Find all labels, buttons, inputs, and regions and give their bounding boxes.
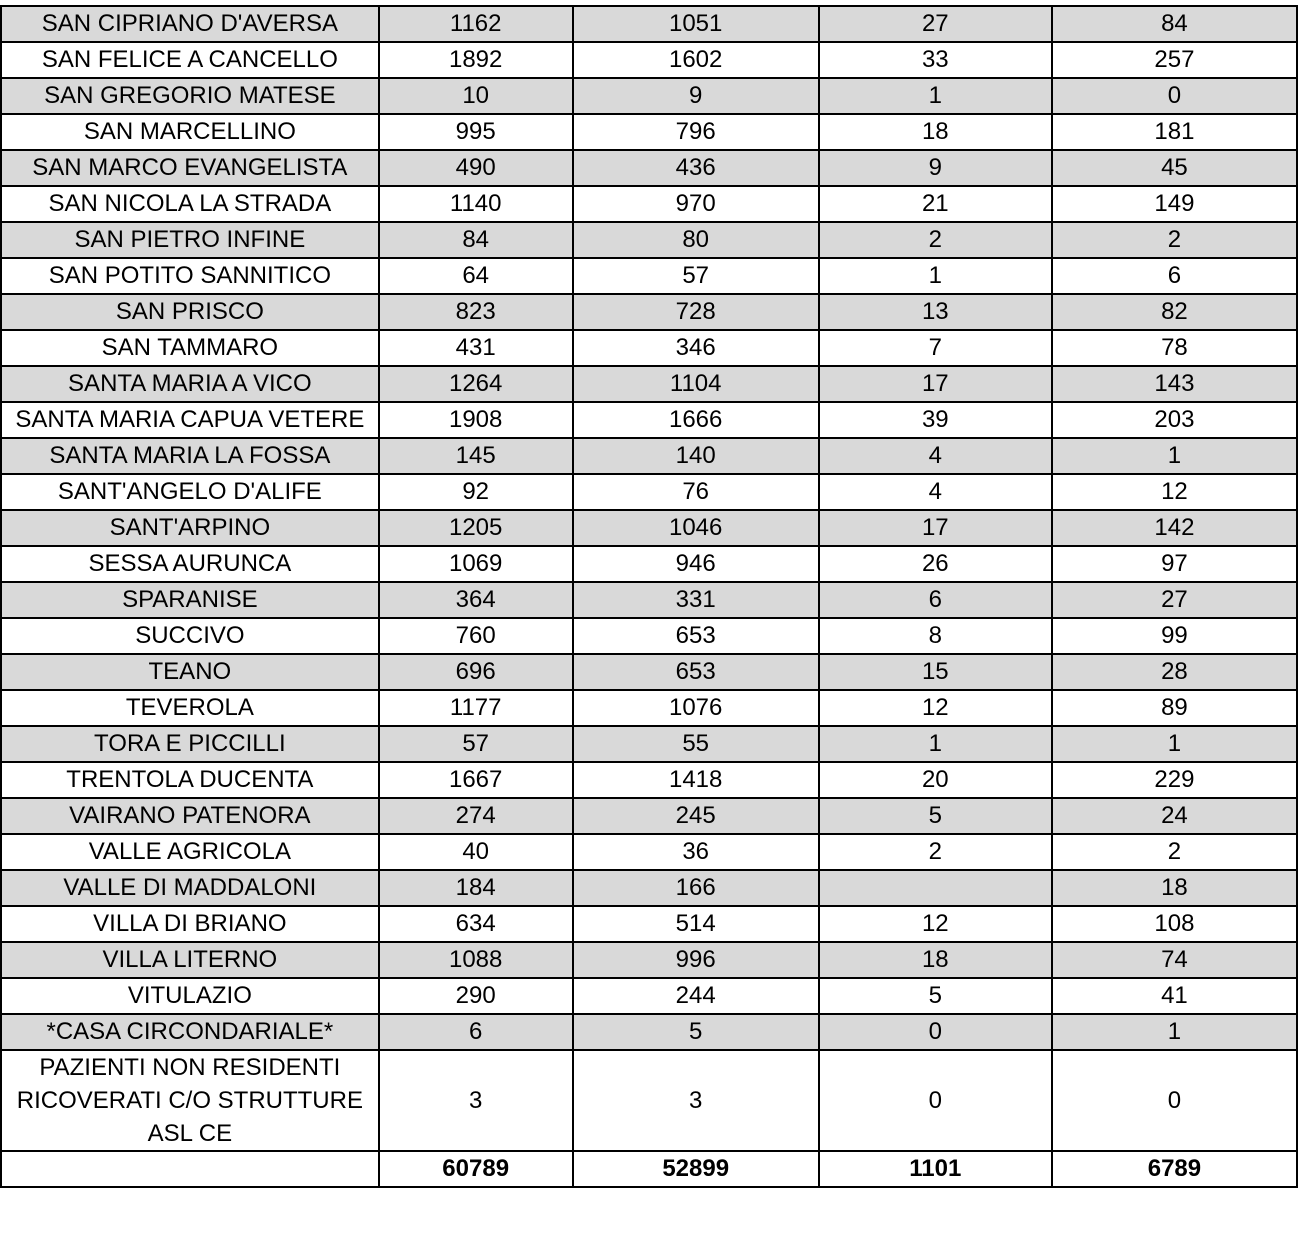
- table-row: [1, 582, 1297, 618]
- value-cell: 1908: [379, 402, 573, 438]
- municipality-cell: SESSA AURUNCA: [1, 546, 379, 582]
- table-row: [1, 150, 1297, 186]
- value-cell: 4: [819, 474, 1052, 510]
- value-cell: 143: [1052, 366, 1297, 402]
- table-row: [1, 798, 1297, 834]
- municipality-cell: TRENTOLA DUCENTA: [1, 762, 379, 798]
- totals-label-cell: [1, 1151, 379, 1187]
- value-cell: 514: [573, 906, 819, 942]
- table-row: [1, 258, 1297, 294]
- value-cell: 0: [819, 1050, 1052, 1151]
- table-row: [1, 366, 1297, 402]
- value-cell: 290: [379, 978, 573, 1014]
- value-cell: 10: [379, 78, 573, 114]
- municipality-cell: SAN POTITO SANNITICO: [1, 258, 379, 294]
- value-cell: 760: [379, 618, 573, 654]
- value-cell: 26: [819, 546, 1052, 582]
- value-cell: 3: [573, 1050, 819, 1151]
- table-row: [1, 1050, 1297, 1151]
- value-cell: 431: [379, 330, 573, 366]
- municipality-cell: VILLA LITERNO: [1, 942, 379, 978]
- table-row: [1, 42, 1297, 78]
- value-cell: 1418: [573, 762, 819, 798]
- value-cell: 18: [819, 114, 1052, 150]
- value-cell: 21: [819, 186, 1052, 222]
- table-row: [1, 618, 1297, 654]
- value-cell: 1088: [379, 942, 573, 978]
- value-cell: 84: [1052, 6, 1297, 42]
- municipality-cell: SANT'ANGELO D'ALIFE: [1, 474, 379, 510]
- municipality-cell: VAIRANO PATENORA: [1, 798, 379, 834]
- value-cell: 1051: [573, 6, 819, 42]
- table-row: [1, 870, 1297, 906]
- value-cell: 74: [1052, 942, 1297, 978]
- value-cell: 229: [1052, 762, 1297, 798]
- total-cell: 52899: [573, 1151, 819, 1187]
- value-cell: 1: [819, 78, 1052, 114]
- value-cell: 7: [819, 330, 1052, 366]
- value-cell: 1: [819, 726, 1052, 762]
- value-cell: 346: [573, 330, 819, 366]
- value-cell: 140: [573, 438, 819, 474]
- table-row: [1, 6, 1297, 42]
- value-cell: 5: [819, 798, 1052, 834]
- table-row: [1, 690, 1297, 726]
- value-cell: 6: [819, 582, 1052, 618]
- table-row: [1, 1014, 1297, 1050]
- value-cell: 1177: [379, 690, 573, 726]
- value-cell: 99: [1052, 618, 1297, 654]
- municipality-cell: SAN TAMMARO: [1, 330, 379, 366]
- data-table: [0, 5, 1298, 1188]
- value-cell: 1892: [379, 42, 573, 78]
- municipality-cell: SAN PIETRO INFINE: [1, 222, 379, 258]
- value-cell: 64: [379, 258, 573, 294]
- value-cell: 203: [1052, 402, 1297, 438]
- value-cell: 1076: [573, 690, 819, 726]
- value-cell: 13: [819, 294, 1052, 330]
- value-cell: 823: [379, 294, 573, 330]
- value-cell: 27: [1052, 582, 1297, 618]
- value-cell: 1046: [573, 510, 819, 546]
- table-row: [1, 186, 1297, 222]
- value-cell: 41: [1052, 978, 1297, 1014]
- table-row: [1, 510, 1297, 546]
- value-cell: 20: [819, 762, 1052, 798]
- total-cell: 60789: [379, 1151, 573, 1187]
- value-cell: 27: [819, 6, 1052, 42]
- value-cell: 57: [379, 726, 573, 762]
- municipality-cell: SAN MARCELLINO: [1, 114, 379, 150]
- municipality-cell: TORA E PICCILLI: [1, 726, 379, 762]
- municipality-cell: VALLE DI MADDALONI: [1, 870, 379, 906]
- value-cell: 9: [819, 150, 1052, 186]
- value-cell: 149: [1052, 186, 1297, 222]
- municipality-cell: SANTA MARIA LA FOSSA: [1, 438, 379, 474]
- value-cell: 490: [379, 150, 573, 186]
- municipality-cell: SPARANISE: [1, 582, 379, 618]
- municipality-cell: TEVEROLA: [1, 690, 379, 726]
- municipality-cell: SAN CIPRIANO D'AVERSA: [1, 6, 379, 42]
- value-cell: 4: [819, 438, 1052, 474]
- municipality-cell: VILLA DI BRIANO: [1, 906, 379, 942]
- value-cell: 331: [573, 582, 819, 618]
- table-row: [1, 222, 1297, 258]
- value-cell: 2: [819, 222, 1052, 258]
- value-cell: 28: [1052, 654, 1297, 690]
- value-cell: 57: [573, 258, 819, 294]
- value-cell: 12: [819, 906, 1052, 942]
- municipality-cell: SANTA MARIA CAPUA VETERE: [1, 402, 379, 438]
- table-body: [1, 6, 1297, 1187]
- total-cell: 1101: [819, 1151, 1052, 1187]
- value-cell: 84: [379, 222, 573, 258]
- value-cell: 181: [1052, 114, 1297, 150]
- value-cell: 76: [573, 474, 819, 510]
- value-cell: 0: [819, 1014, 1052, 1050]
- value-cell: 1162: [379, 6, 573, 42]
- municipality-cell: *CASA CIRCONDARIALE*: [1, 1014, 379, 1050]
- value-cell: 970: [573, 186, 819, 222]
- value-cell: 24: [1052, 798, 1297, 834]
- value-cell: 2: [1052, 834, 1297, 870]
- municipality-cell: SUCCIVO: [1, 618, 379, 654]
- value-cell: 5: [819, 978, 1052, 1014]
- value-cell: 1: [1052, 438, 1297, 474]
- value-cell: 244: [573, 978, 819, 1014]
- value-cell: 1: [819, 258, 1052, 294]
- table-row: [1, 942, 1297, 978]
- municipality-cell: SAN GREGORIO MATESE: [1, 78, 379, 114]
- value-cell: 995: [379, 114, 573, 150]
- value-cell: 1069: [379, 546, 573, 582]
- total-cell: 6789: [1052, 1151, 1297, 1187]
- value-cell: 634: [379, 906, 573, 942]
- table-row: [1, 78, 1297, 114]
- value-cell: 78: [1052, 330, 1297, 366]
- value-cell: 82: [1052, 294, 1297, 330]
- value-cell: 36: [573, 834, 819, 870]
- value-cell: 653: [573, 654, 819, 690]
- table-row: [1, 438, 1297, 474]
- municipality-cell: VALLE AGRICOLA: [1, 834, 379, 870]
- municipality-cell: SAN NICOLA LA STRADA: [1, 186, 379, 222]
- value-cell: 1205: [379, 510, 573, 546]
- value-cell: 18: [819, 942, 1052, 978]
- table-row: [1, 330, 1297, 366]
- value-cell: 1666: [573, 402, 819, 438]
- value-cell: 92: [379, 474, 573, 510]
- table-row: [1, 474, 1297, 510]
- value-cell: 274: [379, 798, 573, 834]
- value-cell: 436: [573, 150, 819, 186]
- municipality-cell: VITULAZIO: [1, 978, 379, 1014]
- value-cell: 6: [379, 1014, 573, 1050]
- value-cell: 80: [573, 222, 819, 258]
- municipality-cell: SAN PRISCO: [1, 294, 379, 330]
- value-cell: 653: [573, 618, 819, 654]
- municipality-cell: PAZIENTI NON RESIDENTI RICOVERATI C/O STRUTTURE ASL CE: [1, 1050, 379, 1151]
- value-cell: 1264: [379, 366, 573, 402]
- table-row: [1, 114, 1297, 150]
- value-cell: 1602: [573, 42, 819, 78]
- table-row: [1, 654, 1297, 690]
- value-cell: 5: [573, 1014, 819, 1050]
- value-cell: 1140: [379, 186, 573, 222]
- table-row: [1, 726, 1297, 762]
- municipality-cell: SANTA MARIA A VICO: [1, 366, 379, 402]
- value-cell: 3: [379, 1050, 573, 1151]
- value-cell: 15: [819, 654, 1052, 690]
- value-cell: 33: [819, 42, 1052, 78]
- value-cell: 946: [573, 546, 819, 582]
- value-cell: 696: [379, 654, 573, 690]
- table-row: [1, 978, 1297, 1014]
- value-cell: 0: [1052, 1050, 1297, 1151]
- value-cell: 1: [1052, 1014, 1297, 1050]
- table-row: [1, 834, 1297, 870]
- value-cell: 6: [1052, 258, 1297, 294]
- value-cell: 1667: [379, 762, 573, 798]
- value-cell: 1: [1052, 726, 1297, 762]
- value-cell: 55: [573, 726, 819, 762]
- value-cell: 89: [1052, 690, 1297, 726]
- table-row: [1, 546, 1297, 582]
- value-cell: 97: [1052, 546, 1297, 582]
- value-cell: 40: [379, 834, 573, 870]
- value-cell: 996: [573, 942, 819, 978]
- value-cell: 9: [573, 78, 819, 114]
- value-cell: 45: [1052, 150, 1297, 186]
- value-cell: 12: [819, 690, 1052, 726]
- value-cell: 245: [573, 798, 819, 834]
- value-cell: 17: [819, 366, 1052, 402]
- table-row: [1, 762, 1297, 798]
- municipality-cell: SAN MARCO EVANGELISTA: [1, 150, 379, 186]
- municipality-cell: TEANO: [1, 654, 379, 690]
- value-cell: 2: [819, 834, 1052, 870]
- value-cell: 364: [379, 582, 573, 618]
- value-cell: 2: [1052, 222, 1297, 258]
- value-cell: [819, 870, 1052, 906]
- value-cell: 796: [573, 114, 819, 150]
- value-cell: 18: [1052, 870, 1297, 906]
- municipality-cell: SAN FELICE A CANCELLO: [1, 42, 379, 78]
- value-cell: 166: [573, 870, 819, 906]
- table-row: [1, 402, 1297, 438]
- value-cell: 39: [819, 402, 1052, 438]
- value-cell: 17: [819, 510, 1052, 546]
- value-cell: 728: [573, 294, 819, 330]
- value-cell: 12: [1052, 474, 1297, 510]
- value-cell: 145: [379, 438, 573, 474]
- value-cell: 142: [1052, 510, 1297, 546]
- totals-row: [1, 1151, 1297, 1187]
- value-cell: 257: [1052, 42, 1297, 78]
- value-cell: 108: [1052, 906, 1297, 942]
- table-row: [1, 294, 1297, 330]
- value-cell: 184: [379, 870, 573, 906]
- value-cell: 8: [819, 618, 1052, 654]
- table-row: [1, 906, 1297, 942]
- value-cell: 0: [1052, 78, 1297, 114]
- value-cell: 1104: [573, 366, 819, 402]
- municipality-cell: SANT'ARPINO: [1, 510, 379, 546]
